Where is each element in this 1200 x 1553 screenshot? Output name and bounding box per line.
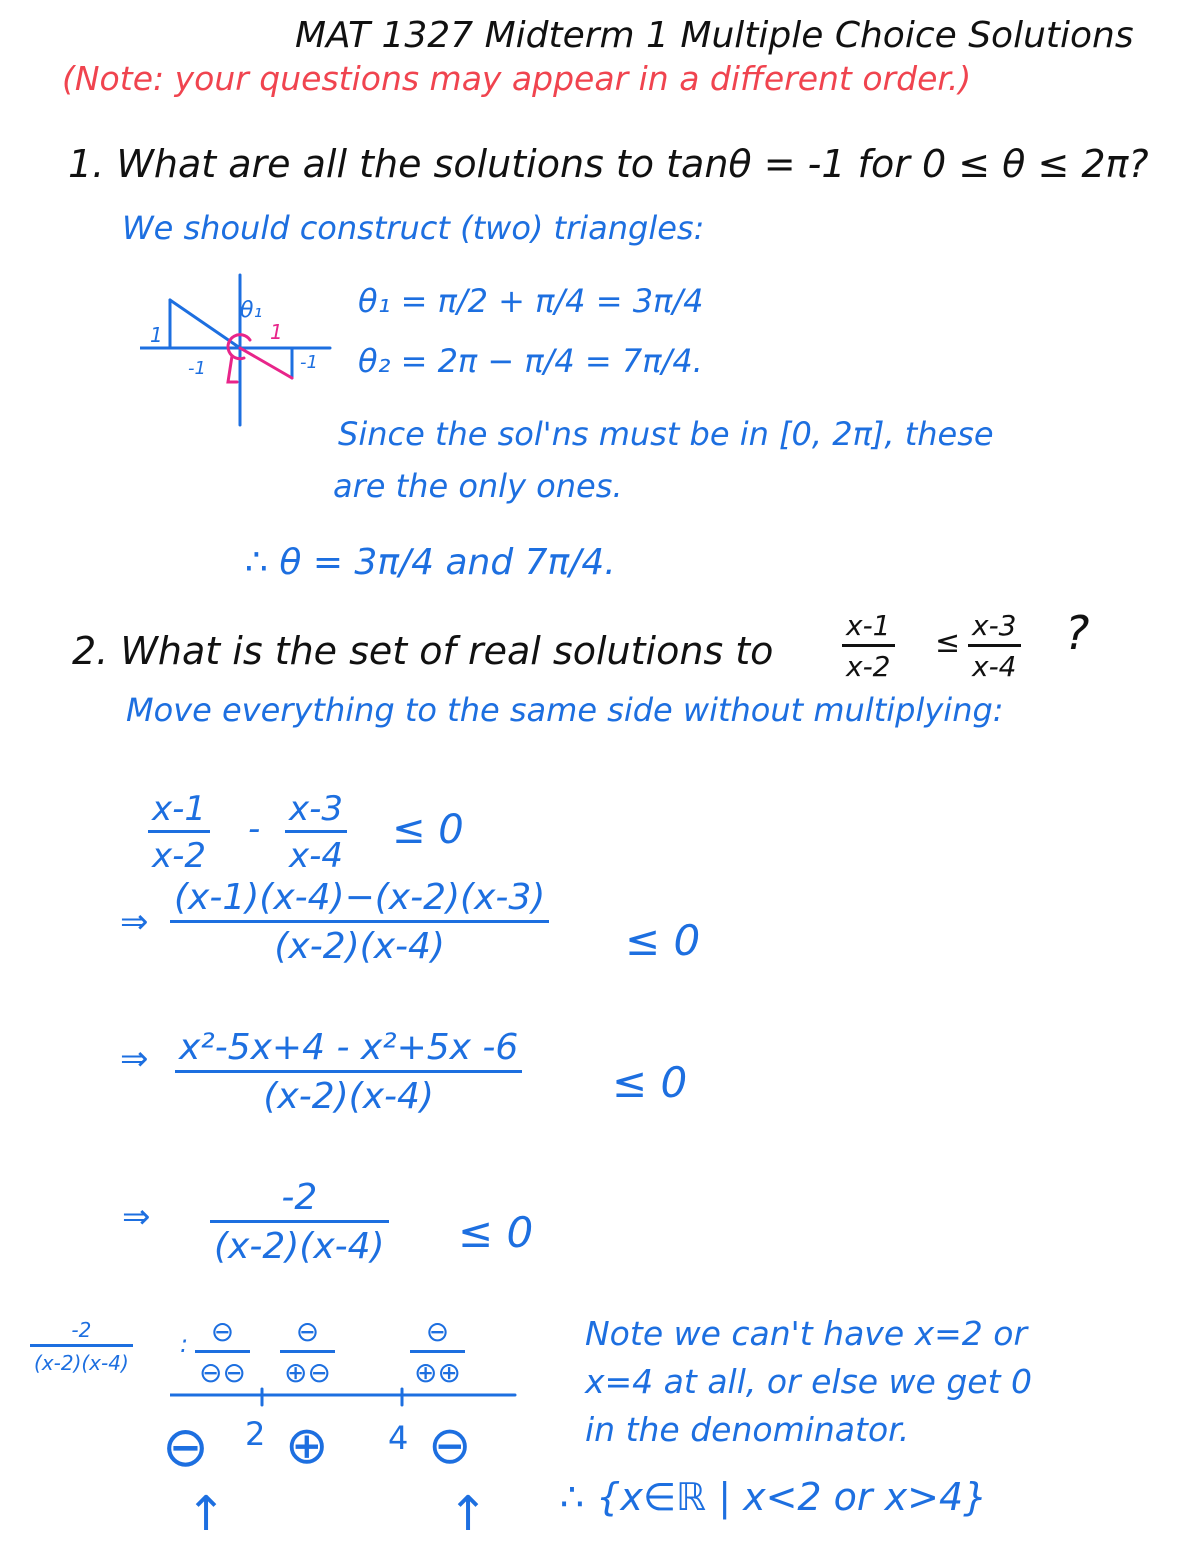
q1-explanation-line2: are the only ones. (333, 467, 623, 505)
sign-chart-expr-den: (x-2)(x-4) (30, 1344, 133, 1373)
q1-explanation-line1: Since the sol'ns must be in [0, 2π], these (338, 415, 994, 453)
diagram-label-1a: 1 (270, 320, 283, 344)
step1-minus: - (248, 809, 261, 849)
sign-result-1: ⊖ (162, 1415, 209, 1480)
triangle-2-hypotenuse (240, 348, 292, 378)
theta1-equation: θ₁ = π/2 + π/4 = 3π/4 (358, 282, 704, 320)
question-2-prefix: 2. What is the set of real solutions to (72, 629, 774, 673)
step2-fraction (170, 877, 549, 967)
q2-lhs-den: x-2 (842, 644, 895, 681)
step1-a-num: x-1 (152, 789, 207, 829)
step4-num: -2 (281, 1177, 318, 1218)
step1-relation: ≤ 0 (392, 807, 464, 853)
point-4-label: 4 (388, 1419, 409, 1457)
q2-intro: Move everything to the same side without multiplying: (126, 691, 1004, 729)
q1-answer: ∴ θ = 3π/4 and 7π/4. (245, 542, 616, 583)
sign-chart-expr-num: -2 (71, 1318, 92, 1342)
step1-b-den: x-4 (285, 830, 347, 873)
step3-arrow: ⇒ (120, 1039, 149, 1079)
sign-interval-1-bottom: ⊖⊖ (195, 1350, 250, 1387)
q2-lhs-fraction (842, 609, 895, 683)
q1-intro: We should construct (two) triangles: (122, 209, 705, 247)
q2-rhs-fraction (968, 609, 1021, 683)
sign-chart-expression (30, 1320, 133, 1373)
q2-rhs-num: x-3 (972, 609, 1017, 642)
sign-interval-3-top: ⊖ (425, 1315, 450, 1348)
q2-lhs-num: x-1 (846, 609, 891, 642)
diagram-label-neg1b: -1 (300, 352, 318, 373)
diagram-label-theta1: θ₁ (240, 298, 263, 323)
theta-2-arc (228, 356, 237, 382)
sign-chart-colon: : (180, 1330, 189, 1358)
unit-circle-sketch (140, 270, 340, 430)
q2-le-sign: ≤ (935, 625, 961, 660)
step3-num: x²-5x+4 - x²+5x -6 (179, 1027, 519, 1068)
step1-fraction-a (148, 789, 210, 876)
number-line (170, 1385, 530, 1409)
step4-relation: ≤ 0 (458, 1208, 534, 1257)
step1-a-den: x-2 (148, 830, 210, 873)
step2-relation: ≤ 0 (625, 916, 701, 965)
theta2-equation: θ₂ = 2π − π/4 = 7π/4. (358, 342, 703, 380)
arrow-up-right: ↑ (448, 1486, 489, 1542)
q2-final-answer: ∴ {x∈ℝ | x<2 or x>4} (560, 1475, 988, 1519)
step2-num: (x-1)(x-4)−(x-2)(x-3) (174, 877, 546, 918)
step2-den: (x-2)(x-4) (170, 920, 549, 965)
domain-note: Note we can't have x=2 or x=4 at all, or else we get 0 in the denominator. (585, 1314, 1033, 1449)
page-title: MAT 1327 Midterm 1 Multiple Choice Solutions (295, 15, 1134, 56)
sign-interval-2-bottom: ⊕⊖ (280, 1350, 335, 1387)
step3-fraction (175, 1027, 522, 1117)
sign-interval-3-factors (410, 1315, 465, 1389)
sign-interval-3-bottom: ⊕⊕ (410, 1350, 465, 1387)
step2-arrow: ⇒ (120, 902, 149, 942)
step4-den: (x-2)(x-4) (210, 1220, 389, 1265)
sign-interval-1-factors (195, 1315, 250, 1389)
step3-relation: ≤ 0 (612, 1058, 688, 1107)
step1-b-num: x-3 (289, 789, 344, 829)
order-note: (Note: your questions may appear in a different order.) (62, 59, 972, 98)
question-1: 1. What are all the solutions to tanθ = -1 for 0 ≤ θ ≤ 2π? (68, 142, 1149, 186)
diagram-label-1b: 1 (150, 323, 163, 347)
arrow-up-left: ↑ (186, 1486, 227, 1542)
diagram-label-neg1a: -1 (188, 358, 206, 379)
step4-arrow: ⇒ (122, 1197, 151, 1237)
sign-result-3: ⊖ (428, 1416, 472, 1476)
step3-den: (x-2)(x-4) (175, 1070, 522, 1115)
sign-interval-1-top: ⊖ (210, 1315, 235, 1348)
q2-rhs-den: x-4 (968, 644, 1021, 681)
step4-fraction (210, 1177, 389, 1267)
sign-interval-2-factors (280, 1315, 335, 1389)
sign-interval-2-top: ⊖ (295, 1315, 320, 1348)
point-2-label: 2 (245, 1415, 266, 1453)
step1-fraction-b (285, 789, 347, 876)
sign-result-2: ⊕ (285, 1416, 329, 1476)
q2-question-mark: ? (1065, 606, 1090, 660)
